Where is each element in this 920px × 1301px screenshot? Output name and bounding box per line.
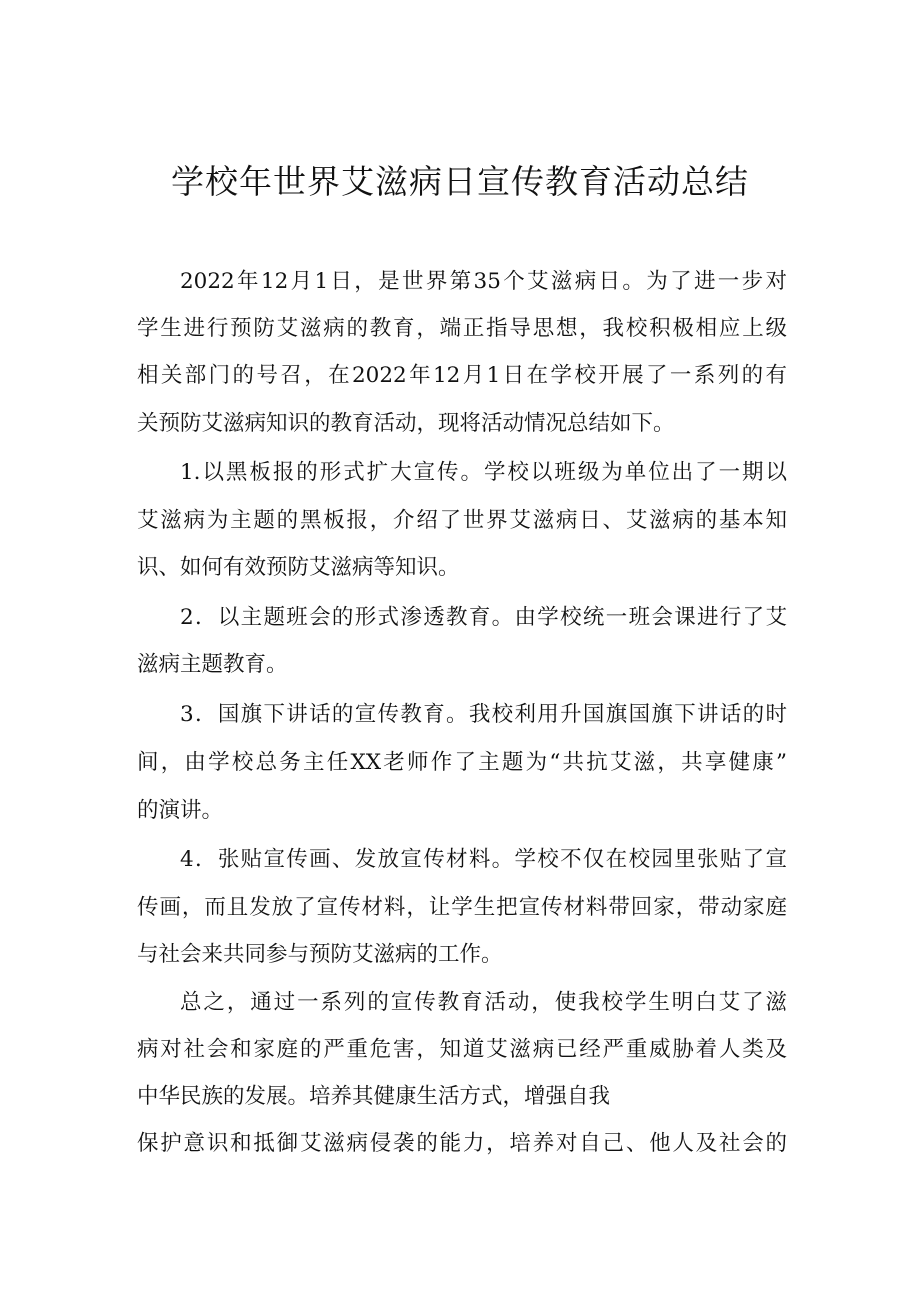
paragraph-line: 与社会来共同参与预防艾滋病的工作。 [137,942,503,967]
paragraph-line: 的演讲。 [137,798,224,823]
paragraph-line: 2．以主题班会的形式渗透教育。由学校统一班会课进行了艾 [180,605,787,630]
paragraph-line: 艾滋病为主题的黑板报，介绍了世界艾滋病日、艾滋病的基本知 [137,508,787,533]
paragraph-line: 学生进行预防艾滋病的教育，端正指导思想，我校积极相应上级 [137,316,787,341]
paragraph-line: 1.以黑板报的形式扩大宣传。学校以班级为单位出了一期以 [180,460,787,485]
paragraph-line: 关预防艾滋病知识的教育活动，现将活动情况总结如下。 [137,411,675,436]
paragraph-line: 传画，而且发放了宣传材料，让学生把宣传材料带回家，带动家庭 [137,895,787,920]
paragraph-line: 2022年12月1日，是世界第35个艾滋病日。为了进一步对 [180,269,787,294]
paragraph-line: 病对社会和家庭的严重危害，知道艾滋病已经严重威胁着人类及 [137,1037,787,1062]
paragraph-line: 总之，通过一系列的宣传教育活动，使我校学生明白艾了滋 [180,990,787,1015]
paragraph-line: 间，由学校总务主任XX老师作了主题为“共抗艾滋，共享健康” [137,750,787,775]
document-title: 学校年世界艾滋病日宣传教育活动总结 [171,162,749,201]
paragraph-line: 滋病主题教育。 [137,652,288,677]
paragraph-line: 4．张贴宣传画、发放宣传材料。学校不仅在校园里张贴了宣 [180,847,787,872]
paragraph-line: 相关部门的号召，在2022年12月1日在学校开展了一系列的有 [137,363,787,388]
paragraph-line: 识、如何有效预防艾滋病等知识。 [137,555,460,580]
paragraph-line: 3．国旗下讲话的宣传教育。我校利用升国旗国旗下讲话的时 [180,702,787,727]
paragraph-line: 保护意识和抵御艾滋病侵袭的能力，培养对自己、他人及社会的 [137,1131,787,1156]
paragraph-line: 中华民族的发展。培养其健康生活方式，增强自我 [137,1084,611,1109]
